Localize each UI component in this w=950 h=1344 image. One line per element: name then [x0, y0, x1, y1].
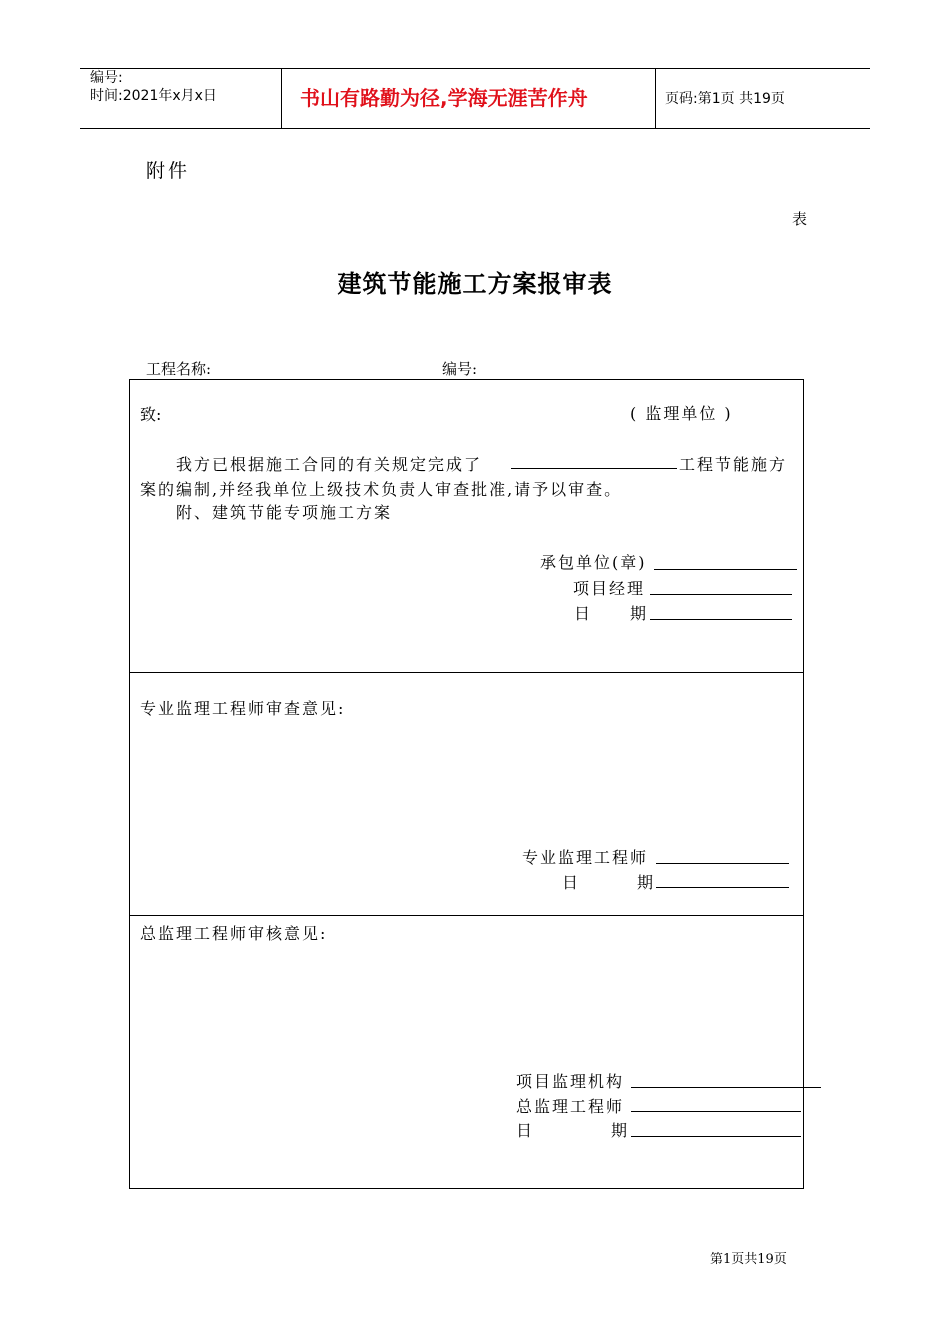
date-label-3b: 期	[611, 1121, 628, 1140]
chief-opinion-label: 总监理工程师审核意见:	[140, 924, 328, 943]
body-line-1b: 工程节能施方	[679, 455, 788, 474]
header-bottom-rule	[80, 128, 870, 129]
page-title: 建筑节能施工方案报审表	[337, 269, 613, 298]
date-label-2a: 日	[562, 873, 579, 892]
manager-field[interactable]	[650, 594, 792, 595]
chief-field[interactable]	[631, 1111, 801, 1112]
engineer-field[interactable]	[656, 863, 789, 864]
date-label-1a: 日	[574, 604, 591, 623]
header-divider-right	[655, 68, 656, 129]
date-label-2b: 期	[637, 873, 654, 892]
header-page-info: 页码:第1页 共19页	[665, 91, 785, 107]
chief-label: 总监理工程师	[516, 1097, 625, 1116]
date-field-2[interactable]	[656, 887, 789, 888]
attachment-label: 附件	[146, 160, 191, 182]
row-divider-1	[129, 672, 804, 673]
contractor-label: 承包单位(章)	[540, 553, 647, 572]
attachment-note: 附、建筑节能专项施工方案	[176, 503, 393, 522]
date-field-3[interactable]	[631, 1136, 801, 1137]
project-name-label: 工程名称:	[146, 360, 212, 378]
date-field-1[interactable]	[650, 619, 792, 620]
row-divider-2	[129, 915, 804, 916]
to-label: 致:	[140, 405, 162, 424]
org-label: 项目监理机构	[516, 1072, 625, 1091]
project-blank[interactable]	[511, 468, 677, 469]
contractor-field[interactable]	[654, 569, 797, 570]
footer-page-info: 第1页共19页	[710, 1252, 787, 1267]
date-label-3a: 日	[516, 1121, 533, 1140]
header-motto: 书山有路勤为径,学海无涯苦作舟	[300, 86, 588, 110]
supervisor-unit: ( 监理单位 )	[630, 404, 733, 423]
header-top-rule	[80, 68, 870, 69]
header-divider-left	[281, 68, 282, 129]
date-label-1b: 期	[630, 604, 647, 623]
form-number-label: 编号:	[442, 360, 478, 378]
header-number-label: 编号:	[90, 70, 123, 86]
manager-label: 项目经理	[573, 579, 646, 598]
engineer-opinion-label: 专业监理工程师审查意见:	[140, 699, 346, 718]
body-line-1a: 我方已根据施工合同的有关规定完成了	[176, 455, 483, 474]
engineer-label: 专业监理工程师	[522, 848, 649, 867]
body-line-2: 案的编制,并经我单位上级技术负责人审查批准,请予以审查。	[140, 480, 623, 499]
org-field[interactable]	[631, 1087, 821, 1088]
table-label: 表	[792, 210, 808, 228]
header-time-label: 时间:2021年x月x日	[90, 88, 217, 104]
